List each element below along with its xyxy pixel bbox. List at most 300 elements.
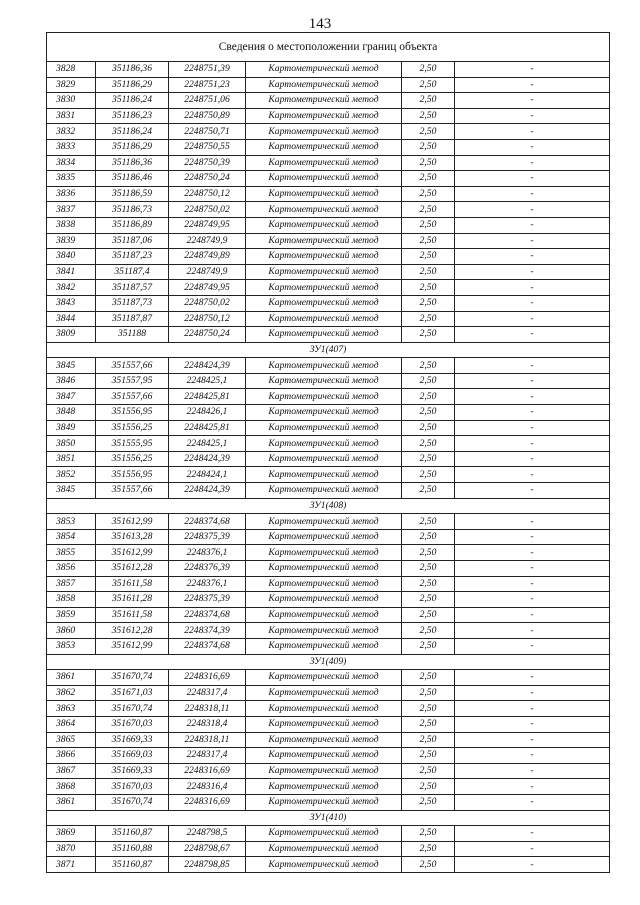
method-cell: Картометрический метод xyxy=(246,561,402,577)
coordinate-x-cell: 351556,25 xyxy=(96,451,169,467)
table-row xyxy=(47,514,610,530)
point-number-cell: 3850 xyxy=(47,436,96,452)
method-cell: Картометрический метод xyxy=(246,327,402,343)
coordinate-y-cell: 2248375,39 xyxy=(169,592,246,608)
table-row xyxy=(47,124,610,140)
coordinate-y-cell: 2248749,9 xyxy=(169,233,246,249)
section-label: ЗУ1(407) xyxy=(47,342,610,358)
coordinate-y-cell: 2248750,12 xyxy=(169,311,246,327)
accuracy-cell: 2,50 xyxy=(402,217,455,233)
point-number-cell: 3856 xyxy=(47,561,96,577)
point-number-cell: 3853 xyxy=(47,514,96,530)
description-cell: - xyxy=(455,202,610,218)
point-number-cell: 3837 xyxy=(47,202,96,218)
coordinate-y-cell: 2248376,39 xyxy=(169,561,246,577)
accuracy-cell: 2,50 xyxy=(402,561,455,577)
table-row xyxy=(47,202,610,218)
method-cell: Картометрический метод xyxy=(246,732,402,748)
accuracy-cell: 2,50 xyxy=(402,139,455,155)
description-cell: - xyxy=(455,295,610,311)
method-cell: Картометрический метод xyxy=(246,233,402,249)
table-row xyxy=(47,685,610,701)
boundary-coordinates-table xyxy=(46,32,610,873)
accuracy-cell: 2,50 xyxy=(402,763,455,779)
table-row xyxy=(47,467,610,483)
coordinate-y-cell: 2248798,85 xyxy=(169,857,246,873)
table-row xyxy=(47,732,610,748)
accuracy-cell: 2,50 xyxy=(402,280,455,296)
method-cell: Картометрический метод xyxy=(246,514,402,530)
accuracy-cell: 2,50 xyxy=(402,295,455,311)
description-cell: - xyxy=(455,561,610,577)
coordinate-x-cell: 351611,28 xyxy=(96,592,169,608)
coordinate-x-cell: 351187,57 xyxy=(96,280,169,296)
coordinate-x-cell: 351557,66 xyxy=(96,389,169,405)
method-cell: Картометрический метод xyxy=(246,358,402,374)
method-cell: Картометрический метод xyxy=(246,826,402,842)
accuracy-cell: 2,50 xyxy=(402,373,455,389)
method-cell: Картометрический метод xyxy=(246,155,402,171)
description-cell: - xyxy=(455,358,610,374)
description-cell: - xyxy=(455,264,610,280)
coordinate-x-cell: 351160,87 xyxy=(96,826,169,842)
accuracy-cell: 2,50 xyxy=(402,857,455,873)
description-cell: - xyxy=(455,249,610,265)
description-cell: - xyxy=(455,311,610,327)
description-cell: - xyxy=(455,217,610,233)
accuracy-cell: 2,50 xyxy=(402,249,455,265)
accuracy-cell: 2,50 xyxy=(402,124,455,140)
coordinate-x-cell: 351612,99 xyxy=(96,638,169,654)
description-cell: - xyxy=(455,514,610,530)
table-row xyxy=(47,233,610,249)
coordinate-x-cell: 351186,24 xyxy=(96,93,169,109)
table-row xyxy=(47,311,610,327)
table-row xyxy=(47,670,610,686)
description-cell: - xyxy=(455,732,610,748)
point-number-cell: 3844 xyxy=(47,311,96,327)
coordinate-y-cell: 2248750,24 xyxy=(169,171,246,187)
point-number-cell: 3869 xyxy=(47,826,96,842)
section-label: ЗУ1(409) xyxy=(47,654,610,670)
coordinate-x-cell: 351186,59 xyxy=(96,186,169,202)
method-cell: Картометрический метод xyxy=(246,670,402,686)
point-number-cell: 3838 xyxy=(47,217,96,233)
coordinate-x-cell: 351669,03 xyxy=(96,748,169,764)
description-cell: - xyxy=(455,233,610,249)
point-number-cell: 3831 xyxy=(47,108,96,124)
description-cell: - xyxy=(455,405,610,421)
method-cell: Картометрический метод xyxy=(246,623,402,639)
method-cell: Картометрический метод xyxy=(246,701,402,717)
coordinate-x-cell: 351612,99 xyxy=(96,514,169,530)
description-cell: - xyxy=(455,436,610,452)
point-number-cell: 3830 xyxy=(47,93,96,109)
method-cell: Картометрический метод xyxy=(246,841,402,857)
accuracy-cell: 2,50 xyxy=(402,389,455,405)
point-number-cell: 3845 xyxy=(47,358,96,374)
coordinate-y-cell: 2248750,02 xyxy=(169,202,246,218)
table-row xyxy=(47,186,610,202)
accuracy-cell: 2,50 xyxy=(402,108,455,124)
coordinate-x-cell: 351186,36 xyxy=(96,155,169,171)
coordinate-y-cell: 2248316,69 xyxy=(169,763,246,779)
coordinate-y-cell: 2248425,81 xyxy=(169,420,246,436)
point-number-cell: 3855 xyxy=(47,545,96,561)
coordinate-y-cell: 2248374,68 xyxy=(169,638,246,654)
point-number-cell: 3868 xyxy=(47,779,96,795)
table-row xyxy=(47,607,610,623)
accuracy-cell: 2,50 xyxy=(402,77,455,93)
point-number-cell: 3839 xyxy=(47,233,96,249)
description-cell: - xyxy=(455,280,610,296)
accuracy-cell: 2,50 xyxy=(402,638,455,654)
description-cell: - xyxy=(455,576,610,592)
coordinate-x-cell: 351188 xyxy=(96,327,169,343)
point-number-cell: 3836 xyxy=(47,186,96,202)
table-row xyxy=(47,249,610,265)
accuracy-cell: 2,50 xyxy=(402,171,455,187)
point-number-cell: 3845 xyxy=(47,483,96,499)
table-row xyxy=(47,545,610,561)
description-cell: - xyxy=(455,592,610,608)
description-cell: - xyxy=(455,93,610,109)
table-row xyxy=(47,561,610,577)
method-cell: Картометрический метод xyxy=(246,607,402,623)
coordinate-y-cell: 2248750,12 xyxy=(169,186,246,202)
accuracy-cell: 2,50 xyxy=(402,451,455,467)
description-cell: - xyxy=(455,638,610,654)
coordinate-y-cell: 2248749,89 xyxy=(169,249,246,265)
description-cell: - xyxy=(455,529,610,545)
coordinate-y-cell: 2248375,39 xyxy=(169,529,246,545)
coordinate-x-cell: 351186,89 xyxy=(96,217,169,233)
method-cell: Картометрический метод xyxy=(246,202,402,218)
method-cell: Картометрический метод xyxy=(246,93,402,109)
point-number-cell: 3809 xyxy=(47,327,96,343)
accuracy-cell: 2,50 xyxy=(402,794,455,810)
table-row xyxy=(47,171,610,187)
table-title-row xyxy=(47,33,610,62)
coordinate-y-cell: 2248374,68 xyxy=(169,514,246,530)
coordinate-y-cell: 2248750,39 xyxy=(169,155,246,171)
description-cell: - xyxy=(455,794,610,810)
coordinate-y-cell: 2248798,67 xyxy=(169,841,246,857)
method-cell: Картометрический метод xyxy=(246,545,402,561)
coordinate-x-cell: 351187,73 xyxy=(96,295,169,311)
method-cell: Картометрический метод xyxy=(246,373,402,389)
point-number-cell: 3861 xyxy=(47,670,96,686)
description-cell: - xyxy=(455,139,610,155)
table-row xyxy=(47,638,610,654)
coordinate-y-cell: 2248424,39 xyxy=(169,358,246,374)
table-row xyxy=(47,217,610,233)
accuracy-cell: 2,50 xyxy=(402,545,455,561)
coordinate-x-cell: 351186,46 xyxy=(96,171,169,187)
table-row xyxy=(47,280,610,296)
point-number-cell: 3853 xyxy=(47,638,96,654)
accuracy-cell: 2,50 xyxy=(402,607,455,623)
point-number-cell: 3849 xyxy=(47,420,96,436)
point-number-cell: 3828 xyxy=(47,62,96,78)
description-cell: - xyxy=(455,373,610,389)
point-number-cell: 3864 xyxy=(47,716,96,732)
method-cell: Картометрический метод xyxy=(246,389,402,405)
coordinate-y-cell: 2248798,5 xyxy=(169,826,246,842)
description-cell: - xyxy=(455,171,610,187)
table-row xyxy=(47,529,610,545)
table-row xyxy=(47,436,610,452)
coordinate-x-cell: 351557,95 xyxy=(96,373,169,389)
coordinate-x-cell: 351670,03 xyxy=(96,779,169,795)
coordinate-x-cell: 351669,33 xyxy=(96,732,169,748)
coordinate-x-cell: 351160,87 xyxy=(96,857,169,873)
table-row xyxy=(47,841,610,857)
coordinate-y-cell: 2248424,39 xyxy=(169,451,246,467)
coordinate-y-cell: 2248750,24 xyxy=(169,327,246,343)
coordinate-y-cell: 2248425,1 xyxy=(169,436,246,452)
coordinate-x-cell: 351611,58 xyxy=(96,607,169,623)
description-cell: - xyxy=(455,62,610,78)
coordinate-x-cell: 351613,28 xyxy=(96,529,169,545)
method-cell: Картометрический метод xyxy=(246,716,402,732)
method-cell: Картометрический метод xyxy=(246,249,402,265)
method-cell: Картометрический метод xyxy=(246,217,402,233)
accuracy-cell: 2,50 xyxy=(402,358,455,374)
method-cell: Картометрический метод xyxy=(246,592,402,608)
point-number-cell: 3854 xyxy=(47,529,96,545)
coordinate-x-cell: 351186,73 xyxy=(96,202,169,218)
coordinate-y-cell: 2248374,39 xyxy=(169,623,246,639)
coordinate-x-cell: 351187,06 xyxy=(96,233,169,249)
table-row xyxy=(47,327,610,343)
point-number-cell: 3862 xyxy=(47,685,96,701)
coordinate-x-cell: 351611,58 xyxy=(96,576,169,592)
point-number-cell: 3860 xyxy=(47,623,96,639)
table-row xyxy=(47,857,610,873)
accuracy-cell: 2,50 xyxy=(402,748,455,764)
description-cell: - xyxy=(455,841,610,857)
method-cell: Картометрический метод xyxy=(246,186,402,202)
method-cell: Картометрический метод xyxy=(246,124,402,140)
method-cell: Картометрический метод xyxy=(246,139,402,155)
accuracy-cell: 2,50 xyxy=(402,670,455,686)
coordinate-x-cell: 351556,95 xyxy=(96,405,169,421)
description-cell: - xyxy=(455,857,610,873)
accuracy-cell: 2,50 xyxy=(402,483,455,499)
method-cell: Картометрический метод xyxy=(246,280,402,296)
method-cell: Картометрический метод xyxy=(246,748,402,764)
coordinate-y-cell: 2248316,4 xyxy=(169,779,246,795)
coordinate-y-cell: 2248749,95 xyxy=(169,217,246,233)
point-number-cell: 3846 xyxy=(47,373,96,389)
table-row xyxy=(47,155,610,171)
coordinate-y-cell: 2248425,1 xyxy=(169,373,246,389)
coordinate-y-cell: 2248750,55 xyxy=(169,139,246,155)
accuracy-cell: 2,50 xyxy=(402,420,455,436)
point-number-cell: 3832 xyxy=(47,124,96,140)
table-row xyxy=(47,483,610,499)
point-number-cell: 3861 xyxy=(47,794,96,810)
table-row xyxy=(47,576,610,592)
description-cell: - xyxy=(455,389,610,405)
description-cell: - xyxy=(455,670,610,686)
description-cell: - xyxy=(455,545,610,561)
accuracy-cell: 2,50 xyxy=(402,233,455,249)
accuracy-cell: 2,50 xyxy=(402,327,455,343)
description-cell: - xyxy=(455,483,610,499)
coordinate-y-cell: 2248750,02 xyxy=(169,295,246,311)
coordinate-x-cell: 351186,24 xyxy=(96,124,169,140)
method-cell: Картометрический метод xyxy=(246,529,402,545)
table-row xyxy=(47,623,610,639)
accuracy-cell: 2,50 xyxy=(402,841,455,857)
coordinate-x-cell: 351670,74 xyxy=(96,794,169,810)
point-number-cell: 3870 xyxy=(47,841,96,857)
accuracy-cell: 2,50 xyxy=(402,93,455,109)
accuracy-cell: 2,50 xyxy=(402,467,455,483)
coordinate-y-cell: 2248425,81 xyxy=(169,389,246,405)
section-row xyxy=(47,810,610,826)
description-cell: - xyxy=(455,607,610,623)
description-cell: - xyxy=(455,748,610,764)
table-row xyxy=(47,77,610,93)
table-row xyxy=(47,139,610,155)
coordinate-y-cell: 2248751,06 xyxy=(169,93,246,109)
point-number-cell: 3865 xyxy=(47,732,96,748)
accuracy-cell: 2,50 xyxy=(402,405,455,421)
coordinate-y-cell: 2248374,68 xyxy=(169,607,246,623)
table-row xyxy=(47,701,610,717)
coordinate-y-cell: 2248376,1 xyxy=(169,545,246,561)
section-row xyxy=(47,342,610,358)
point-number-cell: 3834 xyxy=(47,155,96,171)
table-row xyxy=(47,405,610,421)
table-row xyxy=(47,748,610,764)
coordinate-x-cell: 351669,33 xyxy=(96,763,169,779)
coordinate-y-cell: 2248426,1 xyxy=(169,405,246,421)
table-row xyxy=(47,451,610,467)
description-cell: - xyxy=(455,420,610,436)
coordinate-y-cell: 2248751,39 xyxy=(169,62,246,78)
table-row xyxy=(47,420,610,436)
method-cell: Картометрический метод xyxy=(246,794,402,810)
method-cell: Картометрический метод xyxy=(246,685,402,701)
table-row xyxy=(47,358,610,374)
point-number-cell: 3852 xyxy=(47,467,96,483)
coordinate-y-cell: 2248316,69 xyxy=(169,670,246,686)
table-row xyxy=(47,826,610,842)
description-cell: - xyxy=(455,467,610,483)
method-cell: Картометрический метод xyxy=(246,62,402,78)
coordinate-x-cell: 351670,74 xyxy=(96,670,169,686)
method-cell: Картометрический метод xyxy=(246,779,402,795)
method-cell: Картометрический метод xyxy=(246,171,402,187)
coordinate-y-cell: 2248316,69 xyxy=(169,794,246,810)
coordinate-x-cell: 351186,29 xyxy=(96,77,169,93)
accuracy-cell: 2,50 xyxy=(402,623,455,639)
description-cell: - xyxy=(455,327,610,343)
method-cell: Картометрический метод xyxy=(246,451,402,467)
description-cell: - xyxy=(455,716,610,732)
point-number-cell: 3848 xyxy=(47,405,96,421)
description-cell: - xyxy=(455,623,610,639)
description-cell: - xyxy=(455,701,610,717)
coordinate-x-cell: 351612,99 xyxy=(96,545,169,561)
coordinate-x-cell: 351187,23 xyxy=(96,249,169,265)
coordinate-y-cell: 2248751,23 xyxy=(169,77,246,93)
coordinate-y-cell: 2248750,71 xyxy=(169,124,246,140)
table-row xyxy=(47,794,610,810)
accuracy-cell: 2,50 xyxy=(402,779,455,795)
page-number: 143 xyxy=(308,16,332,32)
method-cell: Картометрический метод xyxy=(246,311,402,327)
method-cell: Картометрический метод xyxy=(246,576,402,592)
point-number-cell: 3859 xyxy=(47,607,96,623)
method-cell: Картометрический метод xyxy=(246,467,402,483)
coordinate-y-cell: 2248317,4 xyxy=(169,685,246,701)
description-cell: - xyxy=(455,186,610,202)
accuracy-cell: 2,50 xyxy=(402,701,455,717)
description-cell: - xyxy=(455,77,610,93)
table-row xyxy=(47,389,610,405)
point-number-cell: 3867 xyxy=(47,763,96,779)
coordinate-x-cell: 351612,28 xyxy=(96,623,169,639)
table-row xyxy=(47,93,610,109)
boundary-table-sheet xyxy=(46,32,609,873)
method-cell: Картометрический метод xyxy=(246,264,402,280)
description-cell: - xyxy=(455,155,610,171)
point-number-cell: 3871 xyxy=(47,857,96,873)
accuracy-cell: 2,50 xyxy=(402,264,455,280)
table-row xyxy=(47,763,610,779)
point-number-cell: 3829 xyxy=(47,77,96,93)
accuracy-cell: 2,50 xyxy=(402,716,455,732)
coordinate-x-cell: 351556,95 xyxy=(96,467,169,483)
method-cell: Картометрический метод xyxy=(246,108,402,124)
section-label: ЗУ1(410) xyxy=(47,810,610,826)
coordinate-y-cell: 2248424,1 xyxy=(169,467,246,483)
point-number-cell: 3835 xyxy=(47,171,96,187)
point-number-cell: 3863 xyxy=(47,701,96,717)
method-cell: Картометрический метод xyxy=(246,420,402,436)
method-cell: Картометрический метод xyxy=(246,483,402,499)
description-cell: - xyxy=(455,124,610,140)
description-cell: - xyxy=(455,779,610,795)
accuracy-cell: 2,50 xyxy=(402,732,455,748)
method-cell: Картометрический метод xyxy=(246,295,402,311)
table-body xyxy=(47,62,610,873)
coordinate-x-cell: 351612,28 xyxy=(96,561,169,577)
coordinate-x-cell: 351670,74 xyxy=(96,701,169,717)
table-row xyxy=(47,716,610,732)
coordinate-x-cell: 351557,66 xyxy=(96,483,169,499)
point-number-cell: 3833 xyxy=(47,139,96,155)
coordinate-y-cell: 2248376,1 xyxy=(169,576,246,592)
table-row xyxy=(47,264,610,280)
coordinate-x-cell: 351555,95 xyxy=(96,436,169,452)
coordinate-y-cell: 2248317,4 xyxy=(169,748,246,764)
point-number-cell: 3842 xyxy=(47,280,96,296)
method-cell: Картометрический метод xyxy=(246,77,402,93)
method-cell: Картометрический метод xyxy=(246,405,402,421)
accuracy-cell: 2,50 xyxy=(402,529,455,545)
point-number-cell: 3858 xyxy=(47,592,96,608)
accuracy-cell: 2,50 xyxy=(402,202,455,218)
description-cell: - xyxy=(455,763,610,779)
coordinate-y-cell: 2248424,39 xyxy=(169,483,246,499)
section-row xyxy=(47,498,610,514)
